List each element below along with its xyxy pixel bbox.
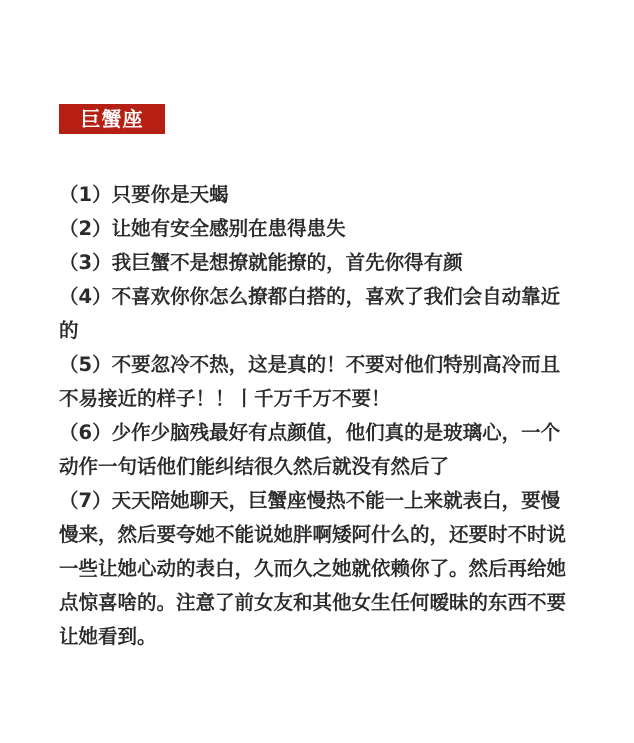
tip-item-3: （3）我巨蟹不是想撩就能撩的，首先你得有颜 [59,251,463,274]
tip-item-1: （1）只要你是天蝎 [59,183,229,206]
tips-list [59,178,567,654]
title-badge: 巨蟹座 [59,104,165,134]
tip-item-2: （2）让她有安全感别在患得患失 [59,217,346,240]
tip-item-5: （5）不要忽冷不热，这是真的！不要对他们特别高冷而且不易接近的样子！！丨千万千万不要！ [59,353,561,410]
tip-item-7: （7）天天陪她聊天，巨蟹座慢热不能一上来就表白，要慢慢来，然后要夸她不能说她胖啊矮阿什么的，还要时不时说一些让她心动的表白，久而久之她就依赖你了。然后再给她点惊喜啥的。注意了前女友和其他女生任何暧昧的东西不要让她看到。 [59,489,567,648]
tip-item-6: （6）少作少脑残最好有点颜值，他们真的是玻璃心，一个动作一句话他们能纠结很久然后就没有然后了 [59,421,561,478]
tip-item-4: （4）不喜欢你你怎么撩都白搭的，喜欢了我们会自动靠近的 [59,285,561,342]
